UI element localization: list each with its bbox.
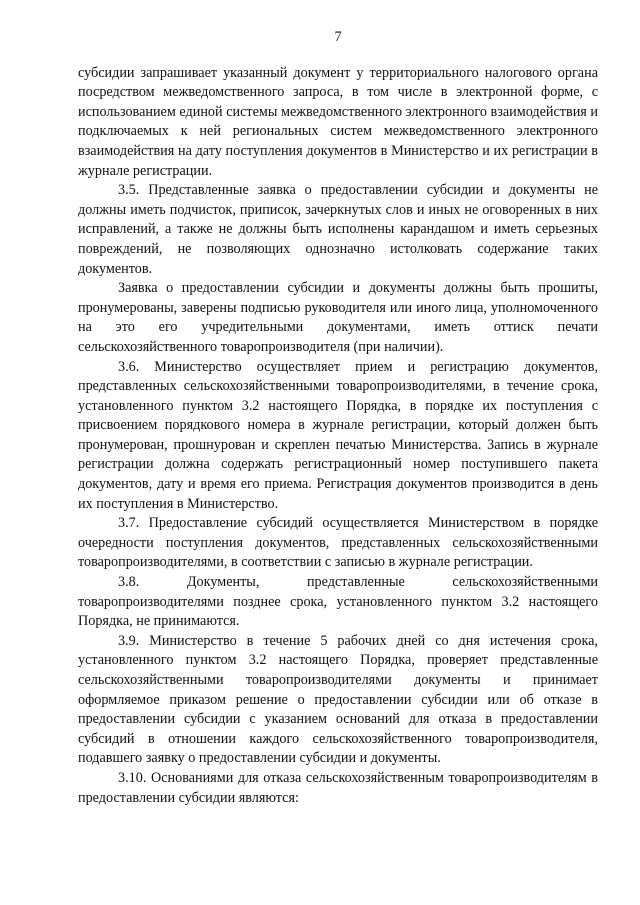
paragraph-3-7: 3.7. Предоставление субсидий осуществляется Министерством в порядке очередности поступления документов, представленных сельскохозяйственными товаропроизводителями, в соответствии с записью в журнале регистрации.: [78, 515, 598, 571]
page-number: 7: [334, 29, 342, 45]
paragraph-continuation: субсидии запрашивает указанный документ у территориального налогового органа посредством межведомственного запроса, в том числе в электронной форме, с использованием единой системы межведомственного электронного взаимодействия и подключаемых к ней региональных систем межведомственного электронного взаимодействия на дату поступления документов в Министерство и их регистрации в журнале регистрации.: [78, 64, 598, 179]
paragraph-3-10: 3.10. Основаниями для отказа сельскохозяйственным товаропроизводителям в предоставлении субсидии являются:: [78, 769, 598, 806]
paragraph-3-8: 3.8. Документы, представленные сельскохозяйственными товаропроизводителями позднее срока, установленного пунктом 3.2 настоящего Порядка, не принимаются.: [78, 574, 598, 630]
paragraph-3-6: 3.6. Министерство осуществляет прием и регистрацию документов, представленных сельскохозяйственными товаропроизводителями, в течение срока, установленного пунктом 3.2 настоящего Порядка, в порядке их поступления с присвоением порядкового номера в журнале регистрации, который должен быть пронумерован, прошнурован и скреплен печатью Министерства. Запись в журнале регистрации должна содержать регистрационный номер поступившего пакета документов, дату и время его приема. Регистрация документов производится в день их поступления в Министерство.: [78, 358, 598, 512]
paragraph-3-5: 3.5. Представленные заявка о предоставлении субсидии и документы не должны иметь подчисток, приписок, зачеркнутых слов и иных не оговоренных в них исправлений, а также не должны быть исполнены карандашом и иметь серьезных повреждений, не позволяющих однозначно истолковать содержание таких документов.: [78, 182, 598, 277]
paragraph-3-9: 3.9. Министерство в течение 5 рабочих дней со дня истечения срока, установленного пунктом 3.2 настоящего Порядка, проверяет представленные сельскохозяйственными товаропроизводителями документы и принимает оформляемое приказом решение о предоставлении субсидии или об отказе в предоставлении субсидии с указанием оснований для отказа в предоставлении субсидий в отношении каждого сельскохозяйственного товаропроизводителя, подавшего заявку о предоставлении субсидии и документы.: [78, 632, 598, 767]
document-page: [78, 28, 598, 808]
paragraph-3-5-application: Заявка о предоставлении субсидии и документы должны быть прошиты, пронумерованы, заверены подписью руководителя или иного лица, уполномоченного на это его учредительными документами, иметь оттиск печати сельскохозяйственного товаропроизводителя (при наличии).: [78, 280, 598, 355]
